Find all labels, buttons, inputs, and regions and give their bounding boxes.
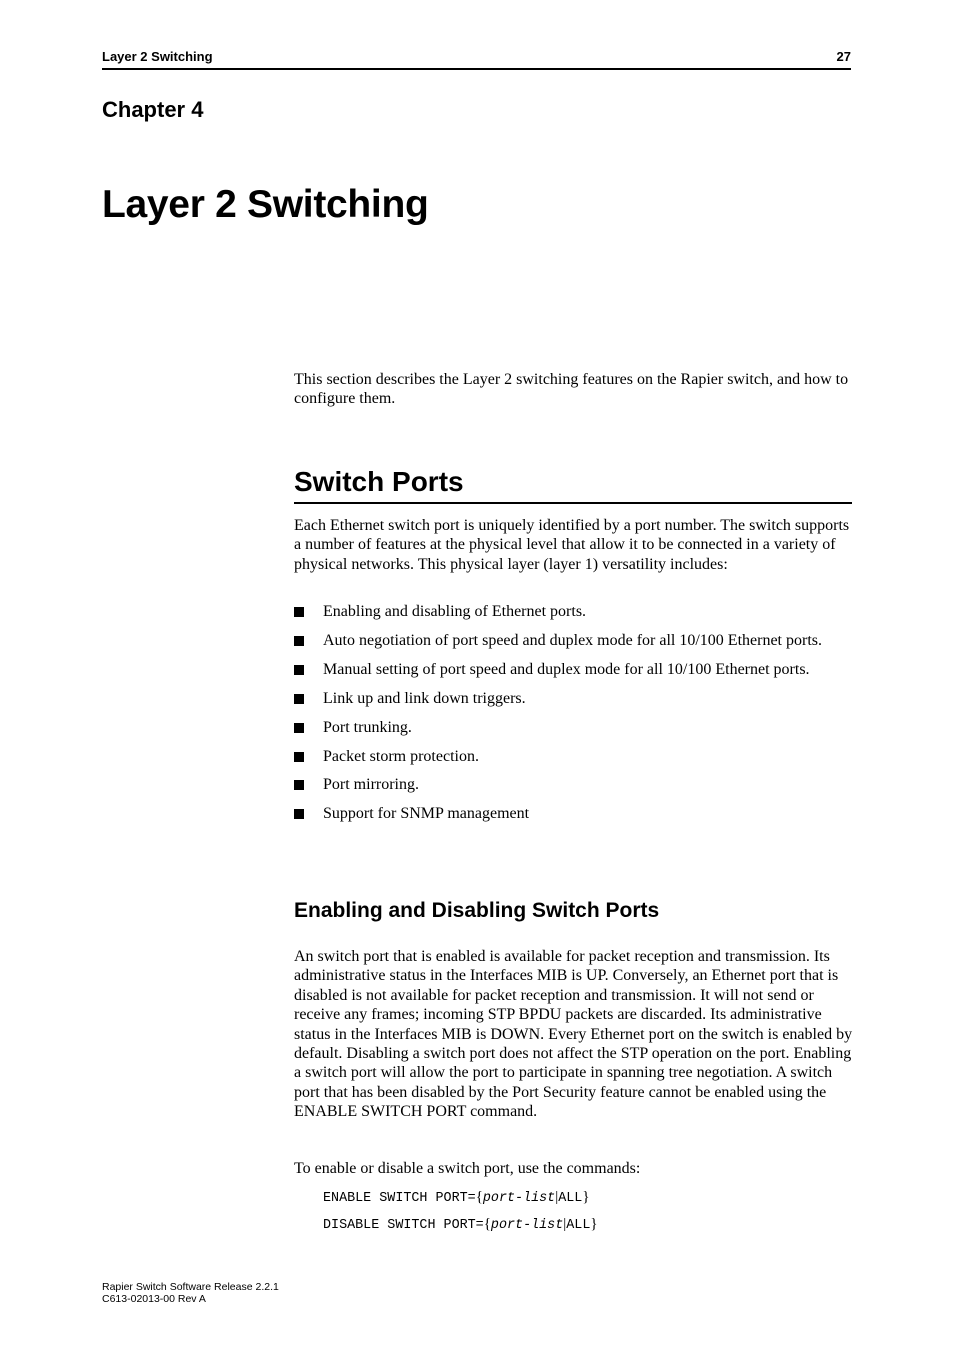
command-prefix: DISABLE SWITCH PORT= <box>323 1218 484 1233</box>
command-argument: port-list <box>482 1191 556 1206</box>
footer <box>102 1281 279 1305</box>
square-bullet-icon <box>294 607 304 617</box>
commands-intro: To enable or disable a switch port, use the commands: <box>294 1160 641 1177</box>
list-item-text: Support for SNMP management <box>323 805 530 823</box>
command-brace-close: } <box>582 1189 590 1205</box>
list-item <box>294 775 854 794</box>
command-brace-open: { <box>475 1189 483 1205</box>
list-item <box>294 718 854 737</box>
list-item <box>294 631 854 650</box>
list-item-text: Enabling and disabling of Ethernet ports. <box>323 603 587 620</box>
chapter-title: Layer 2 Switching <box>102 183 429 226</box>
list-item <box>294 747 854 766</box>
command-brace-open: { <box>483 1216 491 1232</box>
square-bullet-icon <box>294 694 304 704</box>
list-item-text: Auto negotiation of port speed and duplex mode for all 10/100 Ethernet ports. <box>323 631 822 649</box>
square-bullet-icon <box>294 809 304 819</box>
list-item-text: Port trunking. <box>323 718 412 736</box>
command-prefix: ENABLE SWITCH PORT= <box>323 1191 476 1206</box>
command-value: ALL <box>566 1218 591 1233</box>
list-item <box>294 660 854 679</box>
chapter-label: Chapter 4 <box>102 97 204 122</box>
feature-list <box>294 602 854 833</box>
square-bullet-icon <box>294 636 304 646</box>
command-brace-close: } <box>590 1216 598 1232</box>
list-item-text: Port mirroring. <box>323 776 419 794</box>
enable-command <box>323 1189 590 1206</box>
section-heading: Switch Ports <box>294 466 852 504</box>
subsection-heading: Enabling and Disabling Switch Ports <box>294 899 660 922</box>
page-number: 27 <box>836 49 851 64</box>
running-header-title: Layer 2 Switching <box>102 49 213 64</box>
command-separator: | <box>563 1216 567 1232</box>
intro-paragraph: This section describes the Layer 2 switching features on the Rapier switch, and how to configure them. <box>294 371 849 408</box>
command-argument: port-list <box>490 1218 564 1233</box>
square-bullet-icon <box>294 752 304 762</box>
list-item <box>294 804 854 823</box>
disable-command <box>323 1216 598 1233</box>
list-item-text: Packet storm protection. <box>323 747 479 765</box>
square-bullet-icon <box>294 665 304 675</box>
command-value: ALL <box>558 1191 583 1206</box>
section-paragraph: Each Ethernet switch port is uniquely identified by a port number. The switch supports a number of features at the physical level that allow it to be connected in a variety of physical networks. This physical layer (layer 1) versatility includes: <box>294 517 850 573</box>
list-item-text: Link up and link down triggers. <box>323 689 526 707</box>
square-bullet-icon <box>294 723 304 733</box>
running-header <box>102 48 851 70</box>
subsection-paragraph: An switch port that is enabled is available for packet reception and transmission. Its administrative status in the Interfaces MIB is UP. Conversely, an Ethernet port that is disabled is not available for packet reception and transmission. It will not send or receive any frames; incoming STP BPDU packets are discarded. Its administrative status in the Interfaces MIB is DOWN. Every Ethernet port on the switch is enabled by default. Disabling a switch port does not affect the STP operation on the port. Enabling a switch port will allow the port to participate in spanning tree negotiation. A switch port that has been disabled by the Port Security feature cannot be enabled using the ENABLE SWITCH PORT command. <box>294 948 853 1121</box>
list-item-text: Manual setting of port speed and duplex mode for all 10/100 Ethernet ports. <box>323 660 810 678</box>
command-separator: | <box>555 1189 559 1205</box>
footer-doc-number: C613-02013-00 Rev A <box>102 1293 206 1305</box>
list-item <box>294 689 854 708</box>
list-item <box>294 602 854 621</box>
footer-release: Rapier Switch Software Release 2.2.1 <box>102 1281 279 1293</box>
square-bullet-icon <box>294 780 304 790</box>
